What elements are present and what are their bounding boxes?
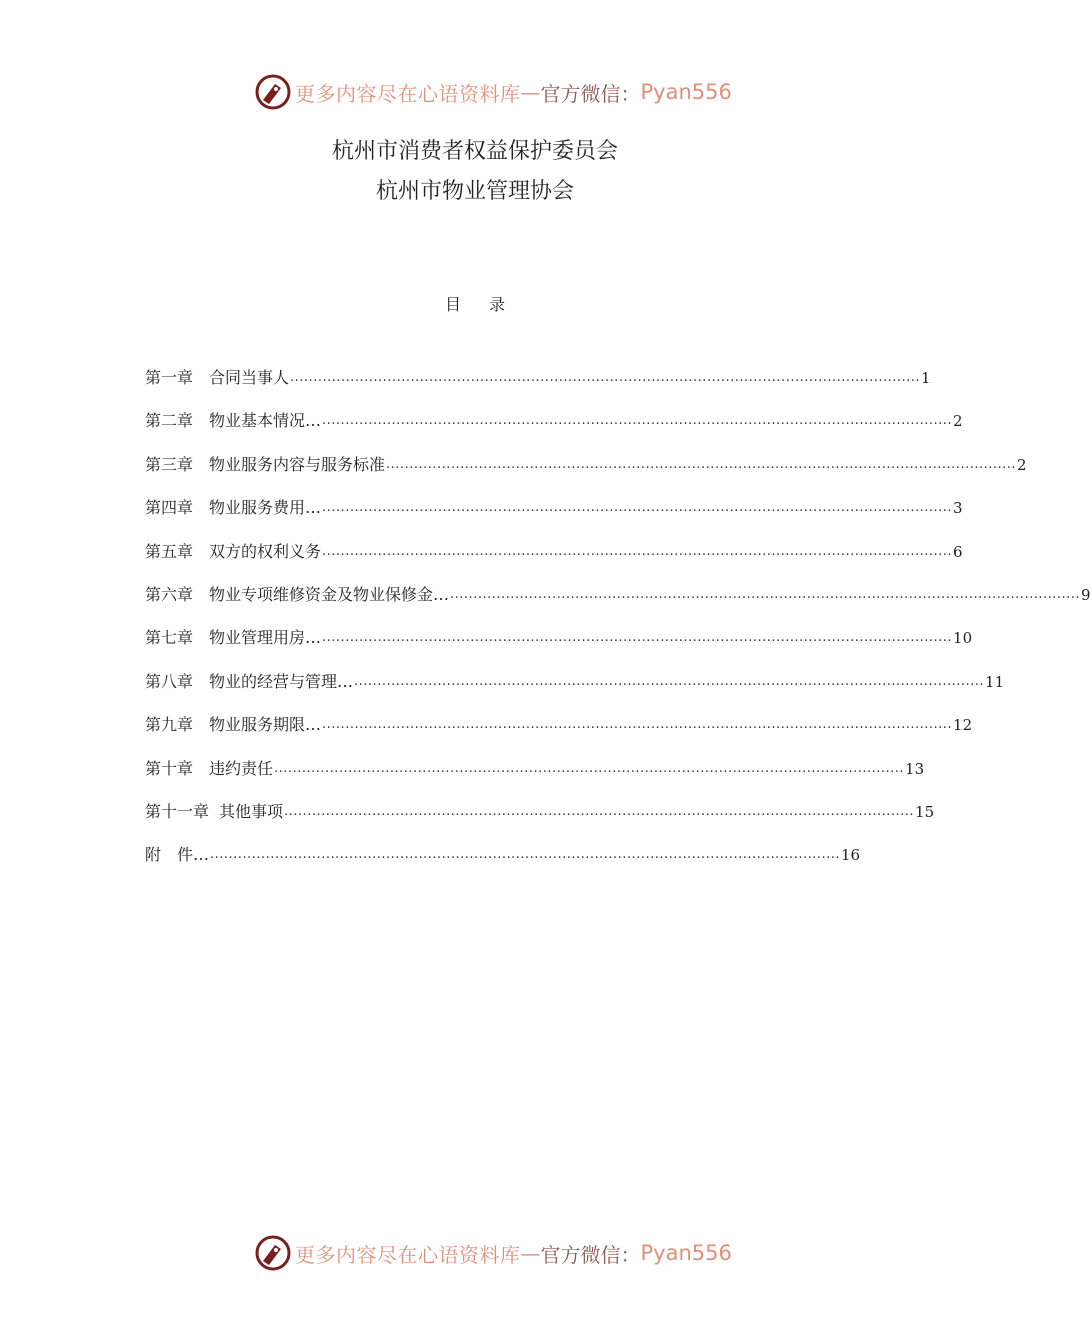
toc-page-number: 16 xyxy=(841,846,861,865)
toc-chapter-title: 双方的权利义务 xyxy=(209,541,322,561)
toc-title-char-2: 录 xyxy=(489,295,506,314)
watermark-banner-top xyxy=(255,72,755,112)
toc-chapter-title: 物业管理用房… xyxy=(209,628,322,648)
watermark-text: 更多内容尽在心语资料库 xyxy=(295,81,521,106)
org-line-property-association: 杭州市物业管理协会 xyxy=(375,179,574,204)
toc-chapter-number: 第七章 xyxy=(145,628,194,648)
toc-title-char-1: 目 xyxy=(444,295,461,314)
toc-leader-dots: ........................................................................................................................................ xyxy=(322,413,953,429)
toc-item[interactable] xyxy=(145,800,935,843)
toc-chapter-title: 物业服务内容与服务标准 xyxy=(209,454,386,474)
toc-item[interactable] xyxy=(145,713,973,756)
toc-chapter-title: 物业专项维修资金及物业保修金… xyxy=(209,584,450,604)
pen-nib-logo-icon xyxy=(255,1235,291,1271)
toc-item[interactable] xyxy=(145,496,963,539)
toc-item[interactable] xyxy=(145,583,1091,626)
watermark-separator: — xyxy=(520,1241,541,1265)
toc-page-number: 3 xyxy=(953,499,963,518)
toc-leader-dots: ........................................................................................................................................ xyxy=(322,500,953,516)
toc-leader-dots: ........................................................................................................................................ xyxy=(210,847,841,863)
toc-leader-dots: ........................................................................................................................................ xyxy=(450,586,1081,602)
toc-chapter-title: 物业服务费用… xyxy=(209,498,322,518)
toc-leader-dots: ........................................................................................................................................ xyxy=(290,370,921,385)
toc-item[interactable] xyxy=(145,540,963,583)
watermark-separator: — xyxy=(520,80,541,104)
watermark-banner-bottom xyxy=(255,1233,755,1273)
toc-item[interactable] xyxy=(145,626,973,669)
toc-page-number: 6 xyxy=(953,542,963,561)
toc-chapter-title: 物业的经营与管理… xyxy=(209,671,354,691)
toc-page-number: 1 xyxy=(921,369,931,387)
toc-title xyxy=(0,292,950,315)
toc-item[interactable] xyxy=(145,843,861,886)
toc-chapter-title: 物业服务期限… xyxy=(209,715,322,735)
toc-chapter-title: 物业基本情况… xyxy=(209,411,322,431)
toc-chapter-number: 第十一章 xyxy=(145,801,210,821)
toc-leader-dots: ........................................................................................................................................ xyxy=(274,760,905,776)
toc-page-number: 15 xyxy=(915,802,935,821)
toc-chapter-number: 第四章 xyxy=(145,498,194,518)
toc-page-number: 11 xyxy=(985,672,1005,691)
toc-item[interactable] xyxy=(145,409,963,452)
toc-chapter-number: 第八章 xyxy=(145,671,194,691)
toc-item[interactable] xyxy=(145,670,1005,713)
toc-leader-dots: ........................................................................................................................................ xyxy=(322,717,953,733)
pen-nib-logo-icon xyxy=(255,74,291,110)
watermark-label: 官方微信： xyxy=(540,1242,641,1267)
toc-page-number: 9 xyxy=(1081,585,1091,604)
toc-page-number: 12 xyxy=(953,716,973,735)
toc-chapter-title: 合同当事人 xyxy=(209,368,290,387)
toc-leader-dots: ........................................................................................................................................ xyxy=(386,456,1017,472)
toc-chapter-title: 违约责任 xyxy=(209,758,274,778)
toc-chapter-number: 第二章 xyxy=(145,411,194,431)
toc-leader-dots: ........................................................................................................................................ xyxy=(322,630,953,646)
toc-leader-dots: ........................................................................................................................................ xyxy=(322,543,953,559)
toc-leader-dots: ........................................................................................................................................ xyxy=(284,803,915,819)
toc-item[interactable] xyxy=(145,757,925,800)
watermark-label: 官方微信： xyxy=(540,81,641,106)
toc-chapter-number: 第十章 xyxy=(145,758,194,778)
toc-chapter-number: 附 件… xyxy=(145,845,210,865)
table-of-contents xyxy=(145,366,1091,887)
org-line-consumer-council: 杭州市消费者权益保护委员会 xyxy=(331,139,618,164)
toc-item[interactable] xyxy=(145,366,931,409)
watermark-wechat-id: Pyan556 xyxy=(640,80,732,104)
toc-chapter-number: 第九章 xyxy=(145,715,194,735)
toc-chapter-number: 第六章 xyxy=(145,584,194,604)
toc-page-number: 13 xyxy=(905,759,925,778)
toc-page-number: 2 xyxy=(1017,455,1027,474)
toc-page-number: 2 xyxy=(953,412,963,431)
toc-chapter-number: 第五章 xyxy=(145,541,194,561)
toc-page-number: 10 xyxy=(953,629,973,648)
watermark-wechat-id: Pyan556 xyxy=(640,1241,732,1265)
toc-chapter-number: 第三章 xyxy=(145,454,194,474)
toc-item[interactable] xyxy=(145,453,1027,496)
toc-chapter-title: 其他事项 xyxy=(219,801,284,821)
toc-leader-dots: ........................................................................................................................................ xyxy=(354,673,985,689)
toc-chapter-number: 第一章 xyxy=(145,368,194,387)
watermark-text: 更多内容尽在心语资料库 xyxy=(295,1242,521,1267)
